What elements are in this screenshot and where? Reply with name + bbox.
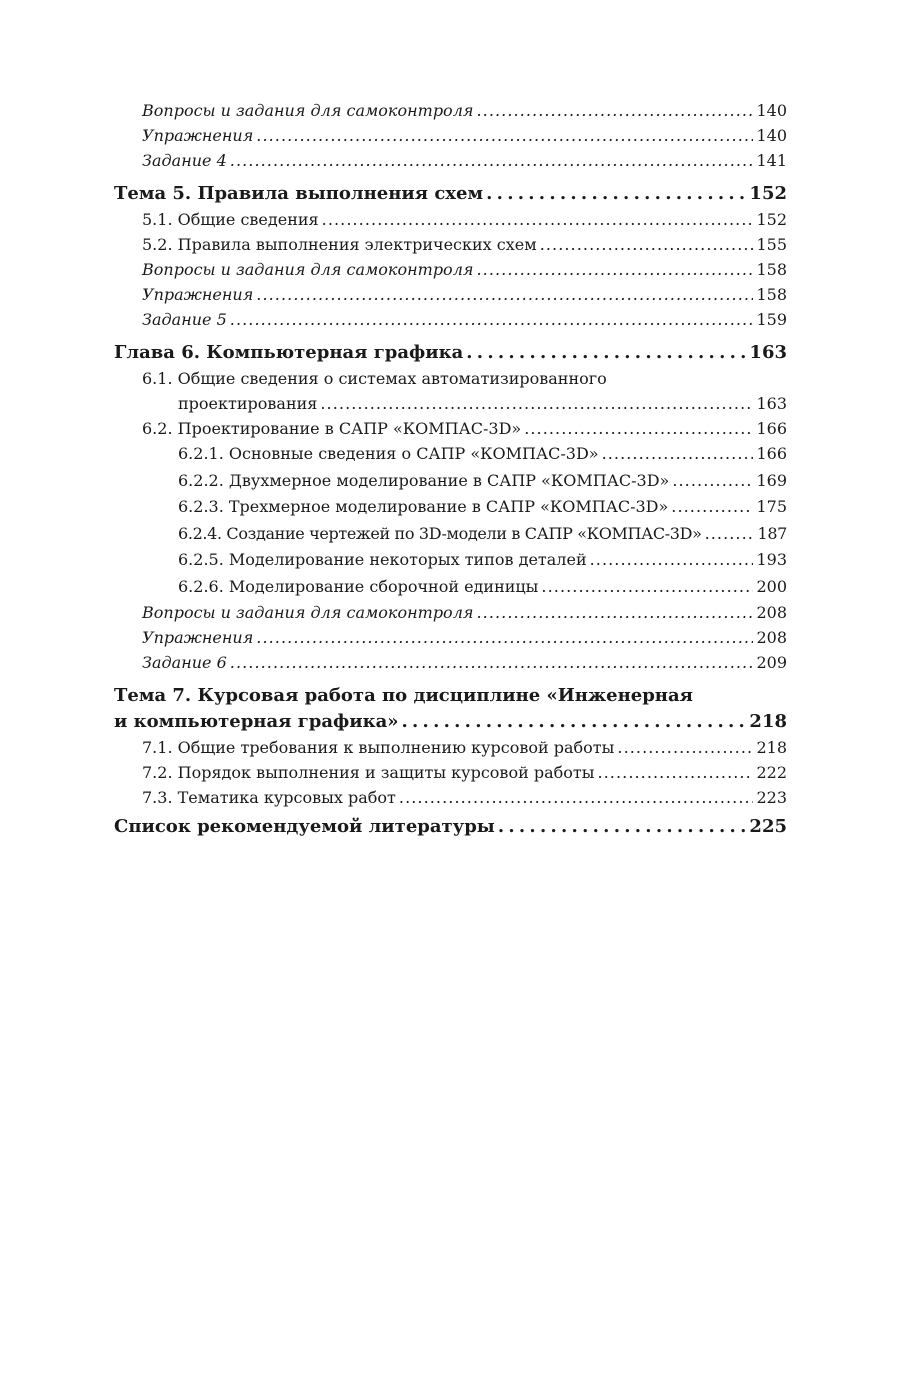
toc-entry[interactable]: [114, 650, 787, 675]
dot-leader: [524, 416, 753, 441]
toc-entry-title: 6.2.4. Создание чертежей по 3D-модели в САПР «КОМПАС-3D»: [178, 523, 702, 543]
toc-entry[interactable]: [114, 307, 787, 332]
toc-entry-page: 140: [756, 126, 787, 145]
toc-entry-page: 187: [757, 523, 787, 543]
toc-entry-page: 159: [756, 310, 787, 329]
toc-entry-page: 158: [756, 260, 787, 279]
toc-entry[interactable]: [114, 625, 787, 650]
toc-entry[interactable]: [114, 123, 787, 148]
toc-entry-page: 155: [756, 235, 787, 254]
toc-heading[interactable]: [114, 181, 787, 207]
toc-heading-page: 225: [749, 816, 787, 837]
dot-leader: [597, 760, 753, 785]
dot-leader: [256, 282, 753, 307]
toc-entry-page: 193: [756, 550, 787, 569]
dot-leader: [476, 257, 753, 282]
toc-entry[interactable]: [114, 391, 787, 416]
toc-entry[interactable]: [114, 148, 787, 173]
toc-entry-title: Вопросы и задания для самоконтроля: [142, 603, 474, 622]
toc-entry-page: 166: [756, 419, 787, 438]
toc-entry-line: 6.1. Общие сведения о системах автоматизированного: [142, 369, 607, 388]
toc-entry-page: 169: [756, 470, 787, 490]
toc-heading[interactable]: [114, 814, 787, 840]
toc-entry[interactable]: [114, 600, 787, 625]
table-of-contents: [114, 98, 787, 840]
toc-entry-title: 6.2.6. Моделирование сборочной единицы: [178, 576, 539, 596]
toc-entry-title: 5.2. Правила выполнения электрических схем: [142, 235, 537, 254]
toc-entry-title: Упражнения: [142, 285, 254, 304]
dot-leader: [540, 232, 754, 257]
toc-entry-title: Задание 6: [142, 653, 227, 672]
toc-entry-title: 7.2. Порядок выполнения и защиты курсовой работы: [142, 763, 595, 782]
toc-entry-title: Упражнения: [142, 628, 254, 647]
dot-leader: [256, 625, 753, 650]
dot-leader: [672, 468, 753, 495]
toc-entry[interactable]: [114, 232, 787, 257]
toc-entry-title: 6.2.2. Двухмерное моделирование в САПР «КОМПАС-3D»: [178, 470, 670, 490]
toc-entry-page: 175: [756, 497, 787, 516]
toc-entry[interactable]: [114, 785, 787, 810]
toc-entry[interactable]: [114, 98, 787, 123]
toc-heading-page: 163: [749, 342, 787, 363]
toc-entry[interactable]: [114, 521, 787, 548]
toc-entry-page: 223: [756, 788, 787, 807]
toc-entry-page: 140: [756, 101, 787, 120]
toc-entry-title: проектирования: [178, 394, 318, 413]
toc-heading-title: и компьютерная графика»: [114, 711, 399, 732]
toc-entry-page: 222: [756, 763, 787, 782]
dot-leader: [230, 650, 754, 675]
toc-entry-title: Задание 4: [142, 151, 227, 170]
toc-entry[interactable]: [114, 416, 787, 441]
toc-heading[interactable]: [114, 340, 787, 366]
toc-entry[interactable]: [114, 735, 787, 760]
toc-entry-page: 163: [756, 394, 787, 413]
toc-entry-title: Вопросы и задания для самоконтроля: [142, 260, 474, 279]
toc-entry-page: 141: [756, 151, 787, 170]
toc-heading[interactable]: [114, 709, 787, 735]
toc-entry[interactable]: [114, 282, 787, 307]
dot-leader: [322, 207, 754, 232]
toc-heading-page: 152: [749, 183, 787, 204]
toc-entry[interactable]: [114, 257, 787, 282]
dot-leader: [671, 494, 753, 521]
toc-entry-title: Упражнения: [142, 126, 254, 145]
toc-heading-title: Список рекомендуемой литературы: [114, 816, 495, 837]
dot-leader: [230, 148, 754, 173]
toc-entry-page: 218: [756, 738, 787, 757]
toc-entry-title: 7.3. Тематика курсовых работ: [142, 788, 396, 807]
dot-leader: [230, 307, 754, 332]
toc-heading-title: Глава 6. Компьютерная графика: [114, 342, 464, 363]
dot-leader: [617, 735, 753, 760]
dot-leader: [705, 521, 755, 548]
toc-entry[interactable]: [114, 574, 787, 601]
toc-heading-title: Тема 5. Правила выполнения схем: [114, 183, 484, 204]
toc-entry[interactable]: [114, 468, 787, 495]
toc-entry[interactable]: [114, 207, 787, 232]
toc-entry[interactable]: [114, 760, 787, 785]
toc-entry-page: 166: [756, 444, 787, 463]
toc-entry-title: 6.2.5. Моделирование некоторых типов деталей: [178, 550, 587, 569]
dot-leader: [541, 574, 753, 601]
toc-entry-title: 6.2.1. Основные сведения о САПР «КОМПАС-3D»: [178, 444, 599, 463]
dot-leader: [399, 785, 754, 810]
dot-leader: [320, 391, 753, 416]
dot-leader: [498, 814, 747, 840]
toc-entry-page: 208: [756, 628, 787, 647]
toc-heading-page: 218: [749, 711, 787, 732]
toc-heading-line: Тема 7. Курсовая работа по дисциплине «Инженерная: [114, 685, 693, 706]
toc-entry[interactable]: [114, 547, 787, 574]
toc-entry[interactable]: [114, 441, 787, 468]
toc-entry-title: 7.1. Общие требования к выполнению курсовой работы: [142, 738, 615, 757]
toc-entry[interactable]: [114, 494, 787, 521]
dot-leader: [401, 709, 746, 735]
dot-leader: [466, 340, 746, 366]
toc-entry-title: 5.1. Общие сведения: [142, 210, 319, 229]
dot-leader: [476, 98, 753, 123]
toc-entry-page: 152: [756, 210, 787, 229]
dot-leader: [486, 181, 746, 207]
toc-entry-page: 208: [756, 603, 787, 622]
dot-leader: [256, 123, 753, 148]
toc-entry-page: 158: [756, 285, 787, 304]
dot-leader: [590, 547, 754, 574]
toc-entry-page: 200: [756, 576, 787, 596]
toc-entry-title: Вопросы и задания для самоконтроля: [142, 101, 474, 120]
toc-entry-title: 6.2. Проектирование в САПР «КОМПАС-3D»: [142, 419, 522, 438]
toc-entry-title: Задание 5: [142, 310, 227, 329]
toc-entry-page: 209: [756, 653, 787, 672]
dot-leader: [476, 600, 753, 625]
toc-entry-title: 6.2.3. Трехмерное моделирование в САПР «КОМПАС-3D»: [178, 497, 669, 516]
dot-leader: [602, 441, 754, 468]
